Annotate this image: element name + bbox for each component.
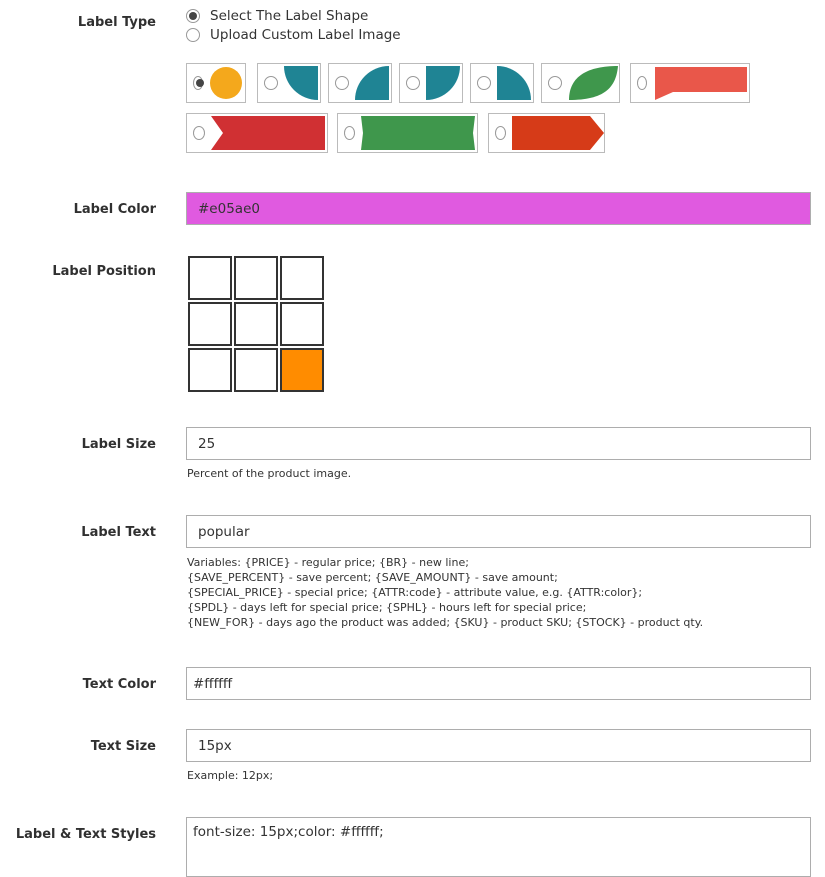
text-color-input[interactable]: #ffffff — [186, 667, 811, 700]
label-type-label: Label Type — [77, 15, 156, 30]
radio-label: Select The Label Shape — [210, 8, 369, 24]
quarter-top-left-shape-icon — [284, 66, 318, 100]
label-text-notes — [187, 555, 703, 630]
radio-icon[interactable] — [186, 28, 200, 42]
note-line: Variables: {PRICE} - regular price; {BR} - new line; — [187, 556, 469, 569]
note-line: {SAVE_PERCENT} - save percent; {SAVE_AMOUNT} - save amount; — [187, 571, 558, 584]
label-color-input[interactable]: #e05ae0 — [186, 192, 811, 225]
shape-option-arrow-tag[interactable] — [488, 113, 605, 153]
quarter-top-right-shape-icon — [497, 66, 531, 100]
label-text-label: Label Text — [81, 525, 156, 540]
speech-bubble-shape-icon — [653, 66, 749, 100]
radio-icon[interactable] — [193, 76, 203, 90]
radio-icon[interactable] — [548, 76, 562, 90]
radio-icon[interactable] — [344, 126, 355, 140]
radio-icon[interactable] — [186, 9, 200, 23]
label-size-label: Label Size — [81, 437, 156, 452]
position-cell[interactable] — [188, 348, 232, 392]
banner-shape-icon — [361, 116, 477, 150]
radio-icon[interactable] — [406, 76, 420, 90]
label-size-note: Percent of the product image. — [187, 467, 352, 480]
shape-option-quarter-top-right[interactable] — [470, 63, 534, 103]
styles-label: Label & Text Styles — [15, 827, 156, 842]
shape-option-leaf[interactable] — [541, 63, 620, 103]
label-color-label: Label Color — [73, 202, 156, 217]
position-cell[interactable] — [280, 302, 324, 346]
position-cell[interactable] — [234, 348, 278, 392]
text-size-input[interactable]: 15px — [186, 729, 811, 762]
radio-label: Upload Custom Label Image — [210, 27, 401, 43]
shape-option-quarter-top-left[interactable] — [257, 63, 321, 103]
label-position-label: Label Position — [52, 264, 156, 279]
shape-option-ribbon-notch[interactable] — [186, 113, 328, 153]
position-cell[interactable] — [188, 302, 232, 346]
shape-option-half-right[interactable] — [399, 63, 463, 103]
shape-option-speech-bubble[interactable] — [630, 63, 750, 103]
shape-option-circle[interactable] — [186, 63, 246, 103]
styles-textarea[interactable]: font-size: 15px;color: #ffffff; — [186, 817, 811, 877]
radio-icon[interactable] — [335, 76, 349, 90]
circle-shape-icon — [209, 66, 245, 100]
position-cell[interactable] — [234, 256, 278, 300]
note-line: {SPDL} - days left for special price; {SPHL} - hours left for special price; — [187, 601, 587, 614]
label-text-input[interactable]: popular — [186, 515, 811, 548]
quarter-bottom-left-shape-icon — [355, 66, 389, 100]
position-cell[interactable] — [188, 256, 232, 300]
note-line: {SPECIAL_PRICE} - special price; {ATTR:code} - attribute value, e.g. {ATTR:color}; — [187, 586, 643, 599]
arrow-tag-shape-icon — [512, 116, 604, 150]
text-size-label: Text Size — [90, 739, 156, 754]
leaf-shape-icon — [568, 66, 618, 100]
note-line: {NEW_FOR} - days ago the product was added; {SKU} - product SKU; {STOCK} - product qty. — [187, 616, 704, 629]
radio-select-shape[interactable] — [186, 8, 368, 24]
ribbon-notch-shape-icon — [211, 116, 327, 150]
radio-upload-image[interactable] — [186, 27, 401, 43]
shape-option-banner[interactable] — [337, 113, 478, 153]
radio-icon[interactable] — [495, 126, 506, 140]
text-color-label: Text Color — [82, 677, 156, 692]
radio-icon[interactable] — [477, 76, 491, 90]
half-right-shape-icon — [426, 66, 460, 100]
text-size-note: Example: 12px; — [187, 769, 274, 782]
label-size-input[interactable]: 25 — [186, 427, 811, 460]
radio-icon[interactable] — [264, 76, 278, 90]
position-cell[interactable] — [280, 348, 324, 392]
shape-option-quarter-bottom-left[interactable] — [328, 63, 392, 103]
radio-icon[interactable] — [193, 126, 205, 140]
position-cell[interactable] — [280, 256, 324, 300]
radio-icon[interactable] — [637, 76, 647, 90]
position-cell[interactable] — [234, 302, 278, 346]
